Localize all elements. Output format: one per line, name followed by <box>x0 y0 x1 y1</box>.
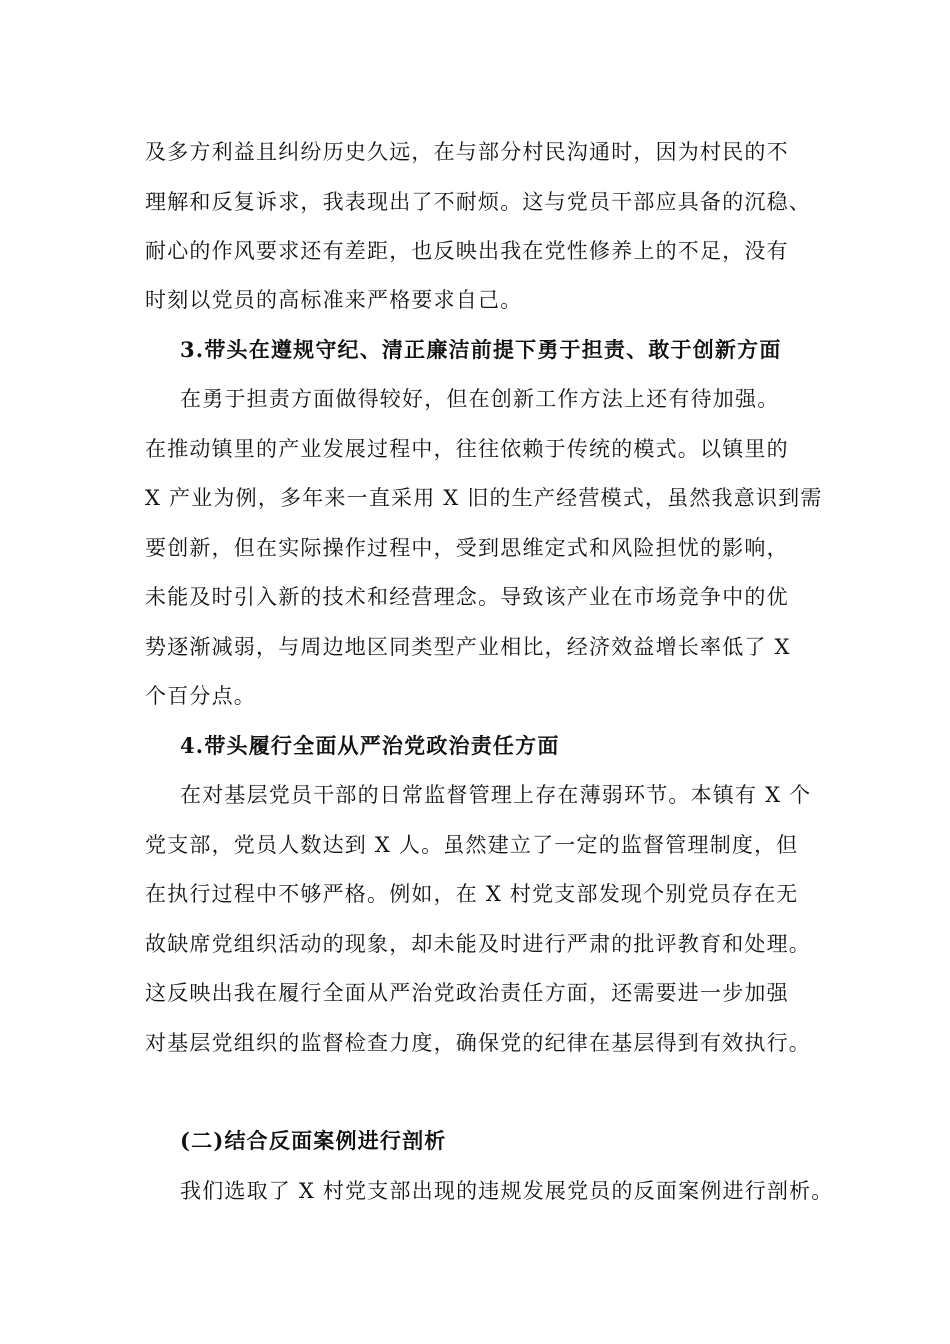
body-text-line: 时刻以党员的高标准来严格要求自己。 <box>145 288 523 312</box>
body-text-line: 故缺席党组织活动的现象，却未能及时进行严肃的批评教育和处理。 <box>145 932 811 956</box>
body-text-line: 未能及时引入新的技术和经营理念。导致该产业在市场竞争中的优 <box>145 585 789 609</box>
section-heading-3: 3.带头在遵规守纪、清正廉洁前提下勇于担责、敢于创新方面 <box>180 337 782 362</box>
body-text-line: 我们选取了 X 村党支部出现的违规发展党员的反面案例进行剖析。 <box>180 1179 834 1203</box>
section-heading-4: 4.带头履行全面从严治党政治责任方面 <box>180 733 560 758</box>
body-text-line: 这反映出我在履行全面从严治党政治责任方面，还需要进一步加强 <box>145 981 789 1005</box>
body-text-line: 要创新，但在实际操作过程中，受到思维定式和风险担忧的影响， <box>145 536 789 560</box>
body-text-line: 耐心的作风要求还有差距，也反映出我在党性修养上的不足，没有 <box>145 239 789 263</box>
body-text-line: X 产业为例，多年来一直采用 X 旧的生产经营模式，虽然我意识到需 <box>145 486 823 510</box>
body-text-line: 在对基层党员干部的日常监督管理上存在薄弱环节。本镇有 X 个 <box>180 783 812 807</box>
body-text-line: 党支部，党员人数达到 X 人。虽然建立了一定的监督管理制度，但 <box>145 833 799 857</box>
body-text-line: 在勇于担责方面做得较好，但在创新工作方法上还有待加强。 <box>180 387 780 411</box>
body-text-line: 理解和反复诉求，我表现出了不耐烦。这与党员干部应具备的沉稳、 <box>145 190 811 214</box>
body-text-line: 势逐渐减弱，与周边地区同类型产业相比，经济效益增长率低了 X <box>145 635 791 659</box>
body-text-line: 及多方利益且纠纷历史久远，在与部分村民沟通时，因为村民的不 <box>145 140 789 164</box>
section-heading-2: (二)结合反面案例进行剖析 <box>180 1128 447 1153</box>
body-text-line: 在执行过程中不够严格。例如，在 X 村党支部发现个别党员存在无 <box>145 882 799 906</box>
body-text-line: 在推动镇里的产业发展过程中，往往依赖于传统的模式。以镇里的 <box>145 437 789 461</box>
body-text-line: 个百分点。 <box>145 684 256 708</box>
body-text-line: 对基层党组织的监督检查力度，确保党的纪律在基层得到有效执行。 <box>145 1031 811 1055</box>
